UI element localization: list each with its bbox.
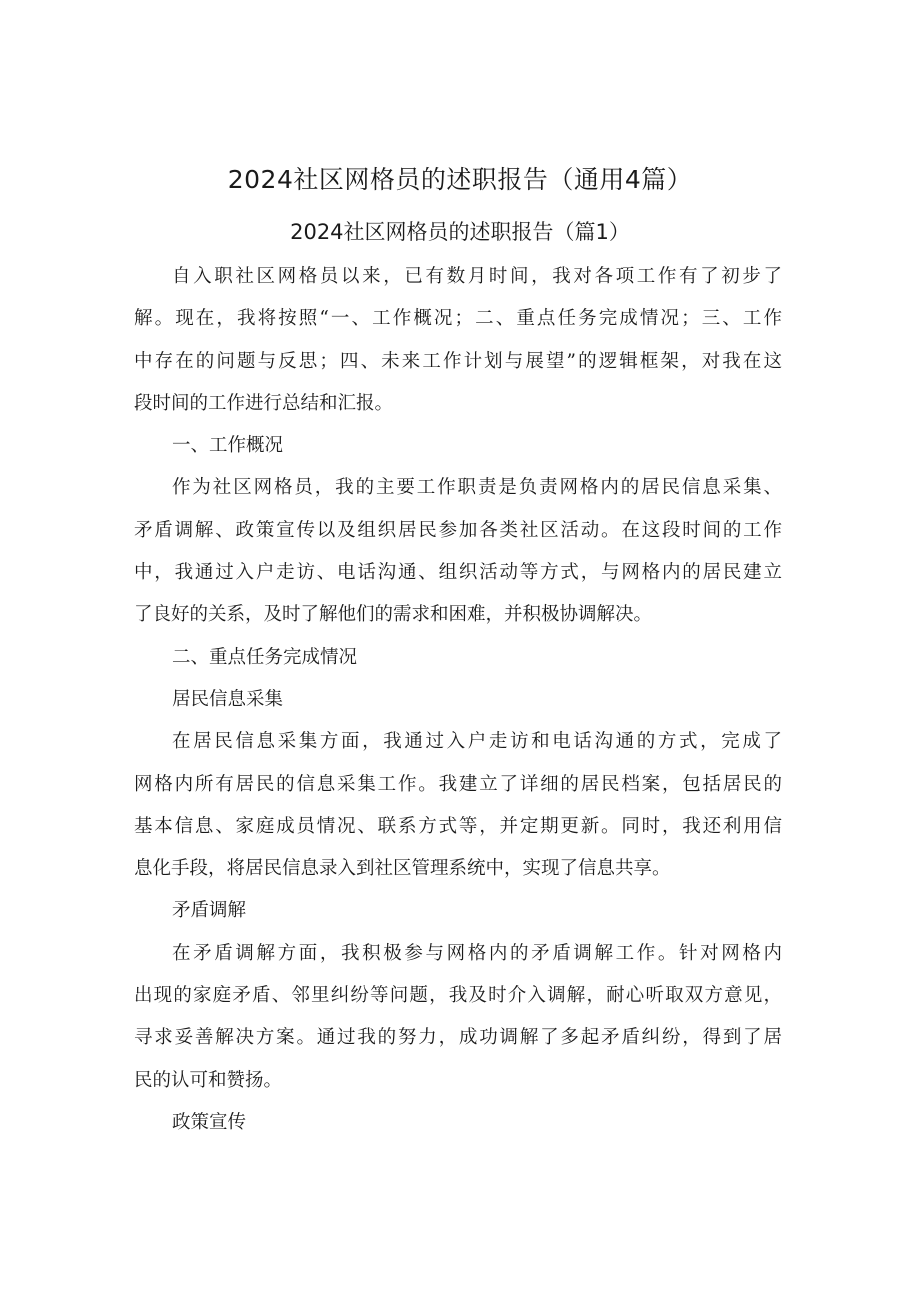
document-subtitle: 2024社区网格员的述职报告（篇1） [290, 220, 630, 244]
text-line: 解。现在，我将按照“一、工作概况；二、重点任务完成情况；三、工作 [134, 308, 782, 330]
text-line: 二、重点任务完成情况 [172, 646, 358, 668]
text-line: 息化手段，将居民信息录入到社区管理系统中，实现了信息共享。 [134, 858, 671, 880]
document-body [134, 256, 782, 1144]
text-line: 出现的家庭矛盾、邻里纠纷等问题，我及时介入调解，耐心听取双方意见， [134, 985, 782, 1007]
text-line: 在居民信息采集方面，我通过入户走访和电话沟通的方式，完成了 [172, 731, 782, 753]
text-line: 基本信息、家庭成员情况、联系方式等，并定期更新。同时，我还利用信 [134, 815, 782, 837]
text-line: 自入职社区网格员以来，已有数月时间，我对各项工作有了初步了 [172, 266, 782, 287]
text-line: 寻求妥善解决方案。通过我的努力，成功调解了多起矛盾纠纷，得到了居 [134, 1027, 782, 1049]
text-line: 政策宣传 [172, 1111, 247, 1133]
text-line: 作为社区网格员，我的主要工作职责是负责网格内的居民信息采集、 [172, 477, 782, 499]
text-line: 民的认可和赞扬。 [134, 1069, 283, 1091]
text-line: 段时间的工作进行总结和汇报。 [134, 392, 394, 414]
text-line: 中，我通过入户走访、电话沟通、组织活动等方式，与网格内的居民建立 [134, 562, 782, 584]
text-line: 网格内所有居民的信息采集工作。我建立了详细的居民档案，包括居民的 [134, 773, 782, 795]
text-line: 矛盾调解 [172, 900, 247, 922]
text-line: 了良好的关系，及时了解他们的需求和困难，并积极协调解决。 [134, 604, 653, 626]
document-title: 2024社区网格员的述职报告（通用4篇） [227, 165, 693, 194]
text-line: 居民信息采集 [172, 688, 284, 710]
text-line: 中存在的问题与反思；四、未来工作计划与展望”的逻辑框架，对我在这 [134, 350, 782, 372]
text-line: 矛盾调解、政策宣传以及组织居民参加各类社区活动。在这段时间的工作 [134, 519, 782, 541]
text-line: 在矛盾调解方面，我积极参与网格内的矛盾调解工作。针对网格内 [172, 942, 782, 964]
text-line: 一、工作概况 [172, 435, 284, 457]
